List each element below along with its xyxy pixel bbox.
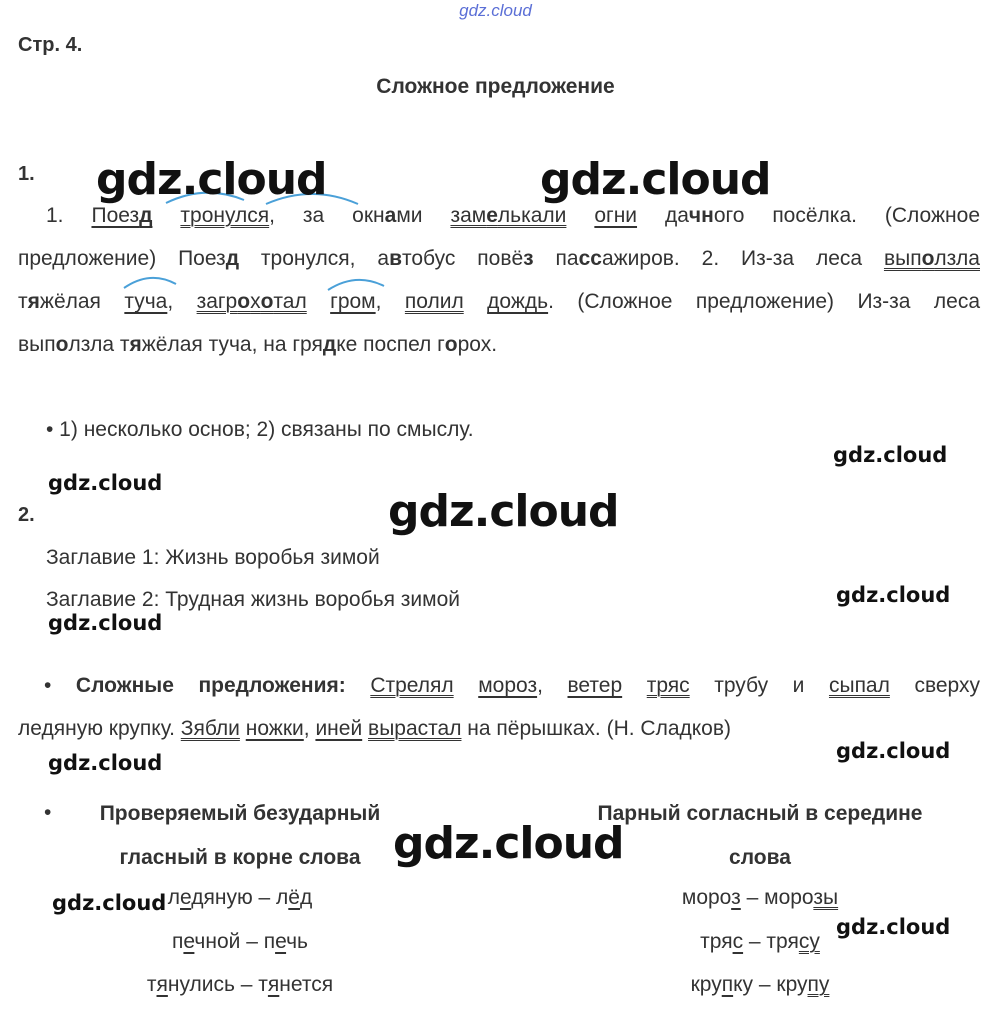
page-title: Сложное предложение (376, 75, 615, 98)
watermark: gdz.cloud (833, 443, 948, 467)
watermark: gdz.cloud (52, 891, 167, 915)
subject-word: мороз (478, 674, 538, 697)
watermark: gdz.cloud (48, 611, 163, 635)
watermark: gdz.cloud (836, 583, 951, 607)
watermark: gdz.cloud (96, 154, 327, 205)
complex-line-1: • Сложные предложения: Стрелял мороз, ветер тряс трубу и сыпал сверху (44, 674, 980, 697)
predicate-word: замелькали (450, 204, 567, 227)
subject-word: дождь (487, 290, 549, 313)
watermark: gdz.cloud (388, 486, 619, 537)
ex1-line-4: выползла тяжёлая туча, на грядке поспел горох. (18, 333, 498, 356)
root-arc-mark (324, 272, 388, 292)
subject-word: огни (594, 204, 638, 227)
table-bullet: • (44, 801, 52, 824)
left-word-pair: ледяную – лёд (167, 886, 313, 909)
exercise-1-number: 1. (18, 163, 35, 185)
subject-word: гром (330, 290, 376, 313)
predicate-word: Стрелял (370, 674, 454, 697)
subject-word: ножки (245, 717, 304, 740)
watermark: gdz.cloud (836, 915, 951, 939)
right-word-pair: крупку – крупу (690, 973, 830, 996)
predicate-word: тронулся (180, 204, 270, 227)
root-arc-mark (118, 270, 182, 290)
sentence-number: 1. (46, 204, 92, 227)
left-column-header: Проверяемый безударный гласный в корне слова (99, 802, 381, 869)
complex-sentences (18, 664, 980, 750)
predicate-word: полил (404, 290, 464, 313)
watermark: gdz.cloud (393, 818, 624, 869)
subject-word: ветер (567, 674, 623, 697)
left-word-pair: тянулись – тянется (146, 973, 334, 996)
exercise-2-number: 2. (18, 504, 35, 526)
watermark: gdz.cloud (540, 154, 771, 205)
predicate-word: тряс (646, 674, 690, 697)
subject-word: туча (124, 290, 168, 313)
title-option-2: Заглавие 2: Трудная жизнь воробья зимой (46, 588, 460, 611)
complex-line-2: ледяную крупку. Зябли ножки, иней вырастал на пёрышках. (Н. Сладков) (18, 717, 732, 740)
predicate-word: сыпал (828, 674, 890, 697)
predicate-word: загрохотал (196, 290, 307, 313)
ex1-line-3: тяжёлая туча, загрохотал гром, полил дождь. (Сложное предложение) Из-за леса (18, 290, 981, 313)
left-word-pair: печной – печь (172, 930, 308, 953)
title-option-1: Заглавие 1: Жизнь воробья зимой (46, 546, 380, 569)
page-label: Стр. 4. (18, 34, 83, 56)
right-word-pair: тряс – трясу (700, 930, 820, 953)
subject-word: Поезд (91, 204, 153, 227)
right-column-header: Парный согласный в середине слова (597, 802, 923, 869)
complex-label: Сложные предложения: (75, 674, 346, 697)
ex1-line-2: предложение) Поезд тронулся, автобус повёз пассажиров. 2. Из-за леса выползла (18, 247, 980, 270)
watermark: gdz.cloud (836, 739, 951, 763)
predicate-word: вырастал (368, 717, 462, 740)
subject-word: иней (315, 717, 363, 740)
predicate-word: выползла (883, 247, 980, 270)
ex1-line-1: 1. Поезд тронулся, за окнами замелькали огни дачного посёлка. (Сложное (18, 194, 980, 237)
watermark: gdz.cloud (48, 471, 163, 495)
watermark-top: gdz.cloud (459, 1, 532, 20)
watermark: gdz.cloud (48, 751, 163, 775)
predicate-word: Зябли (180, 717, 240, 740)
ex1-bullet-answer: • 1) несколько основ; 2) связаны по смыслу. (46, 418, 474, 441)
right-word-pair: мороз – морозы (681, 886, 839, 909)
